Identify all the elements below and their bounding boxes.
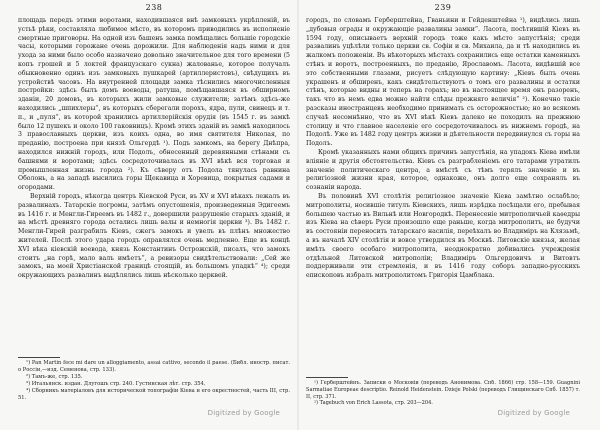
- footnote: ³) Итальянск. издан. Длугошъ стр. 240. Густинская лѣт. стр. 354.: [26, 381, 206, 388]
- footnote-separator: [306, 377, 348, 378]
- footnotes: [18, 360, 290, 406]
- footnote-separator: [18, 357, 60, 358]
- digitized-watermark: Digitized by Google: [207, 409, 280, 417]
- paragraph: Въ половинѣ XVI столѣтія религіозное значеніе Кіева замѣтно ослабѣло; митрополиты, носившіе титулъ Кіевскихъ, лишь изрѣдка посѣщали его, пребывая большею частью въ Вильнѣ или Новгородкѣ. Перенесеніе митрополичьей каѳедры изъ Кіева на сѣверъ Руси произошло еще раньше, когда митрополитъ, не будучи въ состояніи переносить татарскаго насилія, переѣхалъ во Владиміръ на Клязьмѣ, а въ началѣ XIV столѣтія и вовсе утвердился въ Москвѣ. Литовскіе князья, желая имѣть своего особаго митрополита, неоднократно добивались учрежденія отдѣльной Литовской митрополіи; Владиміръ Ольгердовичъ и Витовтъ поддерживали эти стремленія, и въ 1416 году соборъ западно-русскихъ епископовъ избралъ митрополитомъ Григорія Цамблака.: [306, 192, 580, 280]
- paragraph: Верхній городъ, нѣкогда центръ Кіевской Руси, въ XV и XVI вѣкахъ лежалъ въ развалинахъ. Татарскіе погромы, затѣмъ опустошенія, произведенныя Эдигеемъ въ 1416 г. и Менгли-Гиреемъ въ 1482 г., довершили разрушеніе старыхъ зданій, и на мѣстѣ древняго города остались лишь валы и немногія церкви ³). Въ 1482 г. Менгли-Гирей разграбилъ Кіевъ, сжегъ замокъ и увелъ въ плѣнъ множество жителей. Послѣ этого удара городъ оправлялся очень медленно. Еще въ концѣ XVI вѣка кіевскій воевода, князь Константинъ Острожскій, писалъ, что замокъ стоитъ „на горѣ, мало валъ имѣетъ“, а ревизоры свидѣтельствовали: „Сей же замокъ, на моей Христіанской границѣ стоящій, въ большомъ упадкѣ“ ⁴); среди окружающихъ развалинъ выдѣлялись лишь нѣсколько церквей.: [18, 192, 290, 280]
- page-number: 239: [434, 3, 452, 12]
- footnote: ¹) Герберштейнъ. Записки о Московіи (переводъ Анонимова. Спб. 1866) стр. 158—159. Guagnini Sarmatiae Europeae descriptio. Reinold Heidenstein. Dzieje Polski (переводъ Глищинскаго Спб. 1857) т. II, стр. 371.: [306, 380, 580, 400]
- footnote: ¹) Pan Martin fece mi dare un alloggiamento, assai cattivo, secondo il paese. (Библ. иностр. писат. о Россіи,—изд. Семенова, стр. 133).: [18, 360, 290, 374]
- right-page: [306, 0, 580, 430]
- paragraph: городъ, по словамъ Герберштейна, Гваньини и Гейденштейна ¹), видѣлись лишь „дубовыя ограды и окружающіе развалины замки“. Ласота, посѣтившій Кіевъ въ 1594 году, описываетъ верхній городъ тоже какъ мѣсто запустѣнія; среди развалинъ уцѣлѣли только церкви св. Софіи и св. Михаила, да и тѣ находились въ жалкомъ положеніи. Въ нѣкоторыхъ мѣстахъ сохранились еще остатки каменныхъ стѣнъ и воротъ, построенныхъ, по преданію, Ярославомъ. Ласота, видѣвшій все это собственными глазами, рисуетъ слѣдующую картину: „Кіевъ былъ очень украшенъ и обширенъ, какъ свидѣтельствуютъ о томъ его развалины и остатки стѣнъ, которые видны и теперь на горахъ; но въ настоящее время онъ разоренъ, такъ что въ немъ едва можно найти слѣды прежняго величія“ ²). Конечно такіе разсказы иностранцевъ необходимо принимать съ осторожностью; но во всякомъ случаѣ несомнѣнно, что въ XVI вѣкѣ Кіевъ далеко не походилъ на прежнюю столицу и что главное населеніе его сосредоточивалось въ нижнемъ городѣ, на Подолѣ. Уже въ 1482 году центръ жизни и дѣятельности передвинулся съ горы на Подолъ.: [306, 17, 580, 148]
- paragraph: площадь передъ этими воротами, находившаяся внѣ замковыхъ укрѣпленій, въ устьѣ рѣки, составляла любимое мѣсто, въ которомъ приводились въ исполненіе смертные приговоры. На одной изъ башенъ замка помѣщались большіе городскіе часы, которыми горожане очень дорожили. Для наблюденія надъ ними и для ухода за ними было особо назначено довольно значительное для того времени (5 копъ грошей и 5 локтей французскаго сукна) жалованье, которое получалъ обыкновенно одинъ изъ замковыхъ пушкарей (артиллеристовъ), свѣдущихъ въ устройствѣ часовъ. На внутренней площади замка тѣснились многочисленныя постройки: здѣсь былъ домъ воеводы, ратуша, помѣщавшаяся въ обширномъ зданіи, 20 домовъ, въ которыхъ жили замковые служители; затѣмъ здѣсь-же находились „шпихлеры“, въ которыхъ сберегали порохъ, ядра, пули, свинецъ и т. п., и „пуля“, въ которой хранились артиллерійскія орудія (въ 1545 г. въ замкѣ было 12 пушекъ и около 100 гаковницъ). Кромѣ этихъ зданій въ замкѣ находилось 3 православныхъ церкви, изъ коихъ одна, во имя святителя Николая, по преданію, построена при князѣ Ольгердѣ ¹). Подъ замкомъ, на берегу Днѣпра, находился нижній городъ, или Подолъ, обнесенный деревянными стѣнами съ башнями и воротами; здѣсь сосредоточивалась въ XVI вѣкѣ вся торговая и промышленная жизнь города ²). Къ сѣверу отъ Подола тянулась равнина Оболонь, а на западѣ высились горы Щекавица и Хоревица, покрытыя садами и огородами.: [18, 17, 290, 192]
- book-gutter: [297, 0, 299, 430]
- page-body: [306, 17, 580, 374]
- digitized-watermark: Digitized by Google: [497, 409, 570, 417]
- page-number: 238: [145, 3, 163, 12]
- left-page: [18, 0, 290, 430]
- paragraph: Кромѣ указанныхъ нами общихъ причинъ запустѣнія, на упадокъ Кіева имѣли вліяніе и другія обстоятельства. Кіевъ съ разграбленіемъ его татарами утратилъ значеніе политическаго центра, а вмѣстѣ съ тѣмъ терялъ значеніе и въ религіозной жизни края, которое, однакоже, онъ долго еще сохранялъ въ сознаніи народа.: [306, 148, 580, 192]
- page-body: [18, 17, 290, 354]
- footnote: ²) Tagebuch von Erich Lassota, стр. 203—204.: [314, 400, 433, 407]
- footnote: ²) Тамъ-же, стр. 135.: [26, 374, 83, 381]
- footnote: ⁴) Сборникъ матеріаловъ для исторической топографіи Кіева и его окрестностей, часть III, стр. 51.: [18, 388, 290, 402]
- footnotes: [306, 380, 580, 407]
